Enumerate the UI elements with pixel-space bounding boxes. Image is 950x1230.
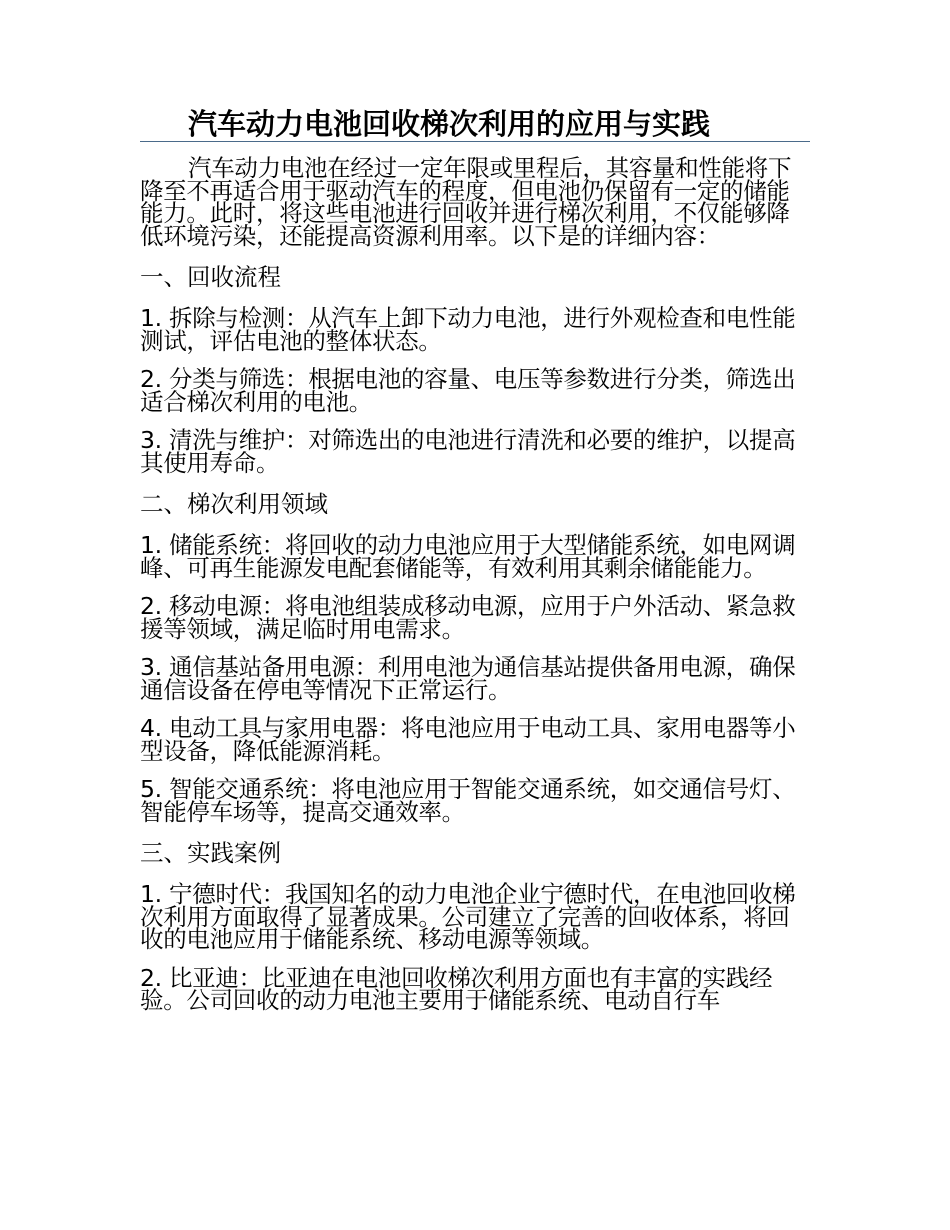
list-item: 4. 电动工具与家用电器：将电池应用于电动工具、家用电器等小型设备，降低能源消耗。 [140,714,796,765]
list-item: 1. 宁德时代：我国知名的动力电池企业宁德时代，在电池回收梯次利用方面取得了显著成果。公司建立了完善的回收体系，将回收的电池应用于储能系统、移动电源等领域。 [140,880,796,953]
list-item: 5. 智能交通系统：将电池应用于智能交通系统，如交通信号灯、智能停车场等，提高交通效率。 [140,775,796,826]
document-title: 汽车动力电池回收梯次利用的应用与实践 [188,107,711,141]
intro-paragraph: 汽车动力电池在经过一定年限或里程后，其容量和性能将下降至不再适合用于驱动汽车的程度，但电池仍保留有一定的储能能力。此时，将这些电池进行回收并进行梯次利用，不仅能够降低环境污染，还能提高资源利用率。以下是的详细内容： [140,154,792,250]
list-item: 2. 移动电源：将电池组装成移动电源，应用于户外活动、紧急救援等领域，满足临时用电需求。 [140,592,796,643]
title-block [140,105,810,145]
list-item: 1. 拆除与检测：从汽车上卸下动力电池，进行外观检查和电性能测试，评估电池的整体状态。 [140,304,796,355]
section-heading: 二、梯次利用领域 [140,490,328,518]
section-heading: 一、回收流程 [140,263,281,291]
list-item: 2. 比亚迪：比亚迪在电池回收梯次利用方面也有丰富的实践经验。公司回收的动力电池主要用于储能系统、电动自行车 [140,963,773,1014]
list-item: 3. 通信基站备用电源：利用电池为通信基站提供备用电源，确保通信设备在停电等情况下正常运行。 [140,653,796,704]
list-item: 1. 储能系统：将回收的动力电池应用于大型储能系统，如电网调峰、可再生能源发电配套储能等，有效利用其剩余储能能力。 [140,531,796,582]
section-heading: 三、实践案例 [140,839,281,867]
list-item: 2. 分类与筛选：根据电池的容量、电压等参数进行分类，筛选出适合梯次利用的电池。 [140,365,796,416]
document-body [140,154,812,1028]
list-item: 3. 清洗与维护：对筛选出的电池进行清洗和必要的维护，以提高其使用寿命。 [140,426,796,477]
